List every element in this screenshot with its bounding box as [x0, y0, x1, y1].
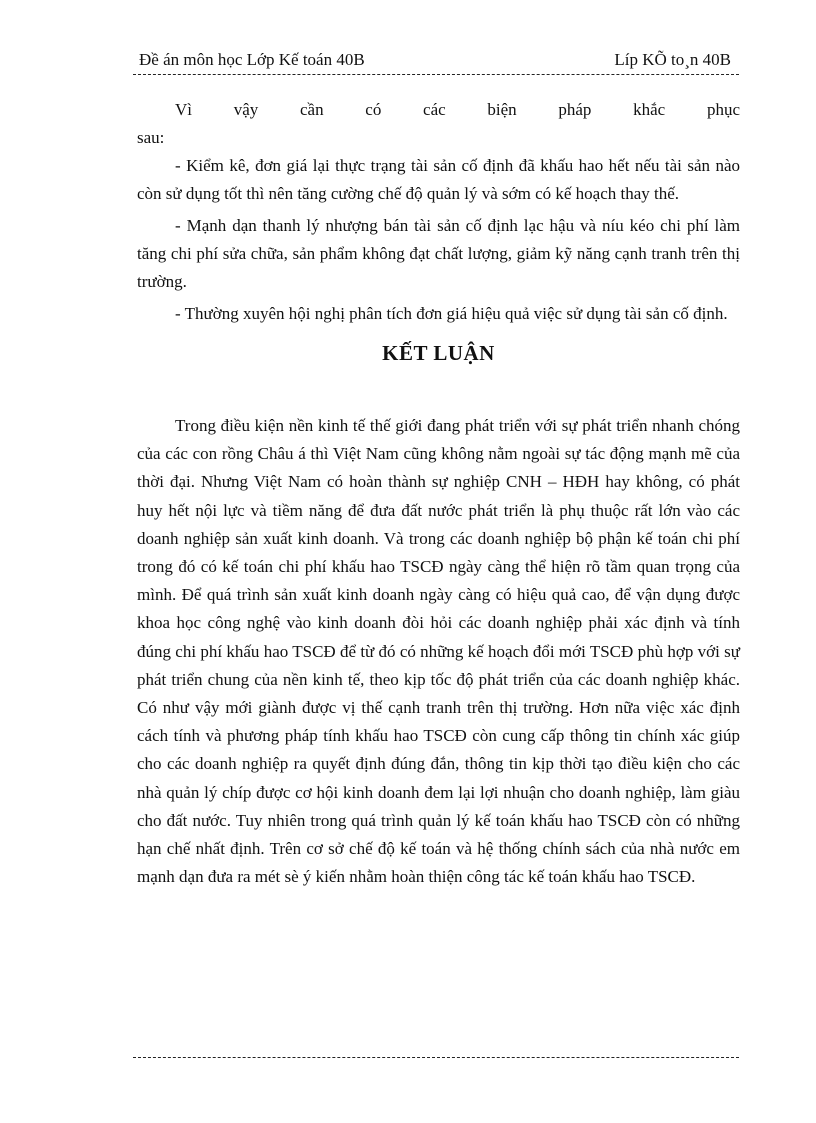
- conclusion-heading: KẾT LUẬN: [382, 341, 495, 365]
- measure-item-3: - Thường xuyên hội nghị phân tích đơn giá hiệu quả việc sử dụng tài sản cố định.: [175, 304, 728, 323]
- measure-item-2: - Mạnh dạn thanh lý nhượng bán tài sản cố định lạc hậu và níu kéo chi phí làm tăng chi phí sửa chữa, sản phẩm không đạt chất lượng, giảm kỹ năng cạnh tranh trên thị trường.: [137, 216, 740, 291]
- header-class-label: Líp KÕ to¸n 40B: [614, 50, 731, 69]
- document-body: [137, 96, 740, 891]
- intro-paragraph: Vì vậy cần có các biện pháp khắc phục sau:: [137, 100, 740, 147]
- footer-divider: [133, 1057, 739, 1058]
- conclusion-paragraph: Trong điều kiện nền kinh tế thế giới đang phát triển với sự phát triển nhanh chóng của các con rồng Châu á thì Việt Nam cũng không nằm ngoài sự tác động mạnh mẽ của thời đại. Nhưng Việt Nam có hoàn thành sự nghiệp CNH – HĐH hay không, có phát huy hết nội lực và tiềm năng để đưa đất nước phát triển là phụ thuộc rất lớn vào các doanh nghiệp sản xuất kinh doanh. Và trong các doanh nghiệp bộ phận kế toán chi phí trong đó có kế toán chi phí khấu hao TSCĐ ngày càng thể hiện rõ tầm quan trọng của mình. Để quá trình sản xuất kinh doanh ngày càng có hiệu quả cao, để vận dụng được khoa học công nghệ vào kinh doanh đòi hỏi các doanh nghiệp phải xác định và tính đúng chi phí khấu hao TSCĐ để từ đó có những kế hoạch đổi mới TSCĐ phù hợp với sự phát triển chung của nền kinh tế, theo kịp tốc độ phát triển của các doanh nghiệp khác. Có như vậy mới giành được vị thế cạnh tranh trên thị trường. Hơn nữa việc xác định cách tính và phương pháp tính khấu hao TSCĐ còn cung cấp thông tin chính xác giúp cho các doanh nghiệp ra quyết định đúng đắn, thông tin kịp thời tạo điều kiện cho các nhà quản lý chíp được cơ hội kinh doanh đem lại lợi nhuận cho doanh nghiệp, làm giàu cho đất nước. Tuy nhiên trong quá trình quản lý kế toán khấu hao TSCĐ còn có những hạn chế nhất định. Trên cơ sở chế độ kế toán và hệ thống chính sách của nhà nước em mạnh dạn đưa ra mét sè ý kiến nhằm hoàn thiện công tác kế toán khấu hao TSCĐ.: [137, 416, 740, 887]
- page-header: [133, 48, 739, 75]
- header-course-title: Đề án môn học Lớp Kế toán 40B: [139, 50, 365, 69]
- measure-item-1: - Kiểm kê, đơn giá lại thực trạng tài sản cố định đã khấu hao hết nếu tài sản nào còn sử dụng tốt thì nên tăng cường chế độ quản lý và sớm có kế hoạch thay thế.: [137, 156, 740, 203]
